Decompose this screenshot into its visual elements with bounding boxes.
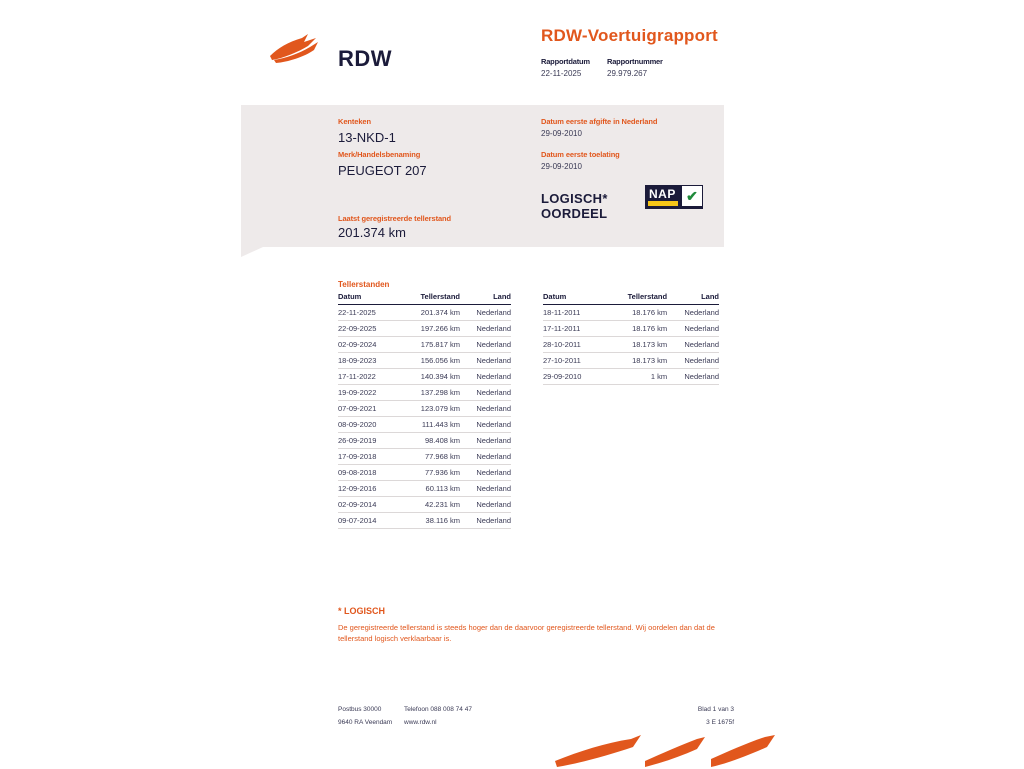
cell-land: Nederland <box>460 337 511 353</box>
meta-rapportdatum <box>541 57 607 78</box>
vehicle-summary-panel <box>241 105 724 247</box>
cell-datum: 09-08-2018 <box>338 465 398 481</box>
table-body-right <box>543 305 719 385</box>
eerste-afgifte-label: Datum eerste afgifte in Nederland <box>541 117 658 126</box>
table-row <box>338 337 511 353</box>
cell-land: Nederland <box>460 417 511 433</box>
cell-land: Nederland <box>460 385 511 401</box>
laatste-tellerstand-label: Laatst geregistreerde tellerstand <box>338 214 451 223</box>
cell-datum: 29-09-2010 <box>543 369 604 385</box>
col-datum: Datum <box>338 292 398 305</box>
cell-tellerstand: 111.443 km <box>398 417 460 433</box>
cell-tellerstand: 197.266 km <box>398 321 460 337</box>
cell-tellerstand: 137.298 km <box>398 385 460 401</box>
brand-name: RDW <box>338 46 393 71</box>
cell-tellerstand: 18.173 km <box>604 337 667 353</box>
cell-land: Nederland <box>460 401 511 417</box>
rapportdatum-label: Rapportdatum <box>541 57 590 66</box>
cell-land: Nederland <box>460 305 511 321</box>
cell-tellerstand: 18.176 km <box>604 321 667 337</box>
footer-blad: Blad 1 van 3 <box>697 706 734 713</box>
meta-rapportnummer <box>607 57 727 78</box>
cell-land: Nederland <box>460 353 511 369</box>
table-row <box>338 401 511 417</box>
cell-datum: 07-09-2021 <box>338 401 398 417</box>
cell-land: Nederland <box>667 305 719 321</box>
cell-land: Nederland <box>460 369 511 385</box>
cell-land: Nederland <box>667 369 719 385</box>
table-row <box>543 305 719 321</box>
tellerstanden-title: Tellerstanden <box>338 280 390 289</box>
col-tellerstand: Tellerstand <box>398 292 460 305</box>
table-row <box>338 497 511 513</box>
cell-tellerstand: 60.113 km <box>398 481 460 497</box>
col-tellerstand: Tellerstand <box>604 292 667 305</box>
oordeel-line-1: LOGISCH* <box>541 191 608 206</box>
cell-tellerstand: 18.173 km <box>604 353 667 369</box>
merk-value: PEUGEOT 207 <box>338 163 427 178</box>
table-row <box>338 353 511 369</box>
table-header-row <box>338 292 511 305</box>
table-row <box>338 305 511 321</box>
table-row <box>543 369 719 385</box>
table-row <box>338 481 511 497</box>
cell-land: Nederland <box>460 449 511 465</box>
cell-tellerstand: 77.968 km <box>398 449 460 465</box>
table-row <box>338 465 511 481</box>
table-row <box>338 417 511 433</box>
kenteken-label: Kenteken <box>338 117 371 126</box>
cell-datum: 02-09-2024 <box>338 337 398 353</box>
footer-postbus: Postbus 30000 <box>338 706 382 713</box>
cell-tellerstand: 156.056 km <box>398 353 460 369</box>
tellerstanden-table-left <box>338 292 511 529</box>
cell-datum: 18-11-2011 <box>543 305 604 321</box>
cell-land: Nederland <box>460 433 511 449</box>
eerste-toelating-value: 29-09-2010 <box>541 162 582 171</box>
cell-datum: 26-09-2019 <box>338 433 398 449</box>
table-row <box>543 321 719 337</box>
footer-plaats: 9640 RA Veendam <box>338 719 393 726</box>
rdw-bottom-graphic-icon <box>545 735 785 769</box>
table-row <box>338 369 511 385</box>
cell-land: Nederland <box>460 321 511 337</box>
cell-datum: 17-11-2011 <box>543 321 604 337</box>
cell-datum: 12-09-2016 <box>338 481 398 497</box>
table-row <box>338 385 511 401</box>
oordeel-line-2: OORDEEL <box>541 206 608 221</box>
cell-tellerstand: 201.374 km <box>398 305 460 321</box>
cell-datum: 22-09-2025 <box>338 321 398 337</box>
cell-tellerstand: 42.231 km <box>398 497 460 513</box>
laatste-tellerstand-value: 201.374 km <box>338 225 406 240</box>
cell-datum: 18-09-2023 <box>338 353 398 369</box>
cell-tellerstand: 123.079 km <box>398 401 460 417</box>
cell-tellerstand: 18.176 km <box>604 305 667 321</box>
table-body-left <box>338 305 511 529</box>
cell-tellerstand: 1 km <box>604 369 667 385</box>
footer-contact <box>404 703 524 729</box>
kenteken-value: 13-NKD-1 <box>338 130 396 145</box>
cell-datum: 09-07-2014 <box>338 513 398 529</box>
rapportnummer-value: 29.979.267 <box>607 69 648 78</box>
table-row <box>338 321 511 337</box>
table-row <box>543 353 719 369</box>
cell-datum: 27-10-2011 <box>543 353 604 369</box>
check-icon: ✔ <box>682 186 702 206</box>
cell-tellerstand: 38.116 km <box>398 513 460 529</box>
cell-datum: 17-09-2018 <box>338 449 398 465</box>
rapportdatum-value: 22-11-2025 <box>541 69 582 78</box>
rdw-logo <box>268 24 468 74</box>
rapportnummer-label: Rapportnummer <box>607 57 663 66</box>
table-header-row <box>543 292 719 305</box>
cell-tellerstand: 140.394 km <box>398 369 460 385</box>
cell-datum: 28-10-2011 <box>543 337 604 353</box>
merk-label: Merk/Handelsbenaming <box>338 150 421 159</box>
footer-website[interactable]: www.rdw.nl <box>404 719 437 726</box>
footer-pageinfo <box>620 703 734 729</box>
note-body: De geregistreerde tellerstand is steeds hoger dan de daarvoor geregistreerde tellerstand. Wij oordelen dan dat de tellerstand logisch verklaarbaar is. <box>338 623 715 643</box>
table-row <box>338 513 511 529</box>
cell-land: Nederland <box>667 337 719 353</box>
nap-label: NAP <box>649 187 676 201</box>
nap-bar-decoration <box>648 201 678 206</box>
cell-tellerstand: 77.936 km <box>398 465 460 481</box>
table-row <box>543 337 719 353</box>
eerste-afgifte-value: 29-09-2010 <box>541 129 582 138</box>
nap-badge <box>645 185 703 209</box>
page-title: RDW-Voertuigrapport <box>541 26 718 45</box>
footer-code: 3 E 1675f <box>706 719 734 726</box>
cell-tellerstand: 175.817 km <box>398 337 460 353</box>
note-title: * LOGISCH <box>338 606 386 616</box>
cell-land: Nederland <box>460 513 511 529</box>
cell-datum: 02-09-2014 <box>338 497 398 513</box>
cell-land: Nederland <box>667 353 719 369</box>
cell-datum: 17-11-2022 <box>338 369 398 385</box>
cell-datum: 08-09-2020 <box>338 417 398 433</box>
col-land: Land <box>667 292 719 305</box>
rdw-logo-icon <box>268 30 328 64</box>
cell-land: Nederland <box>460 497 511 513</box>
footer-telefoon: Telefoon 088 008 74 47 <box>404 706 472 713</box>
oordeel-block <box>541 191 608 221</box>
panel-notch-decoration <box>241 247 263 257</box>
cell-tellerstand: 98.408 km <box>398 433 460 449</box>
table-row <box>338 449 511 465</box>
cell-land: Nederland <box>460 481 511 497</box>
cell-land: Nederland <box>667 321 719 337</box>
eerste-toelating-label: Datum eerste toelating <box>541 150 620 159</box>
table-row <box>338 433 511 449</box>
tellerstanden-table-right <box>543 292 719 385</box>
cell-land: Nederland <box>460 465 511 481</box>
cell-datum: 19-09-2022 <box>338 385 398 401</box>
footer-address <box>338 703 404 729</box>
col-land: Land <box>460 292 511 305</box>
cell-datum: 22-11-2025 <box>338 305 398 321</box>
report-meta <box>541 57 801 78</box>
col-datum: Datum <box>543 292 604 305</box>
